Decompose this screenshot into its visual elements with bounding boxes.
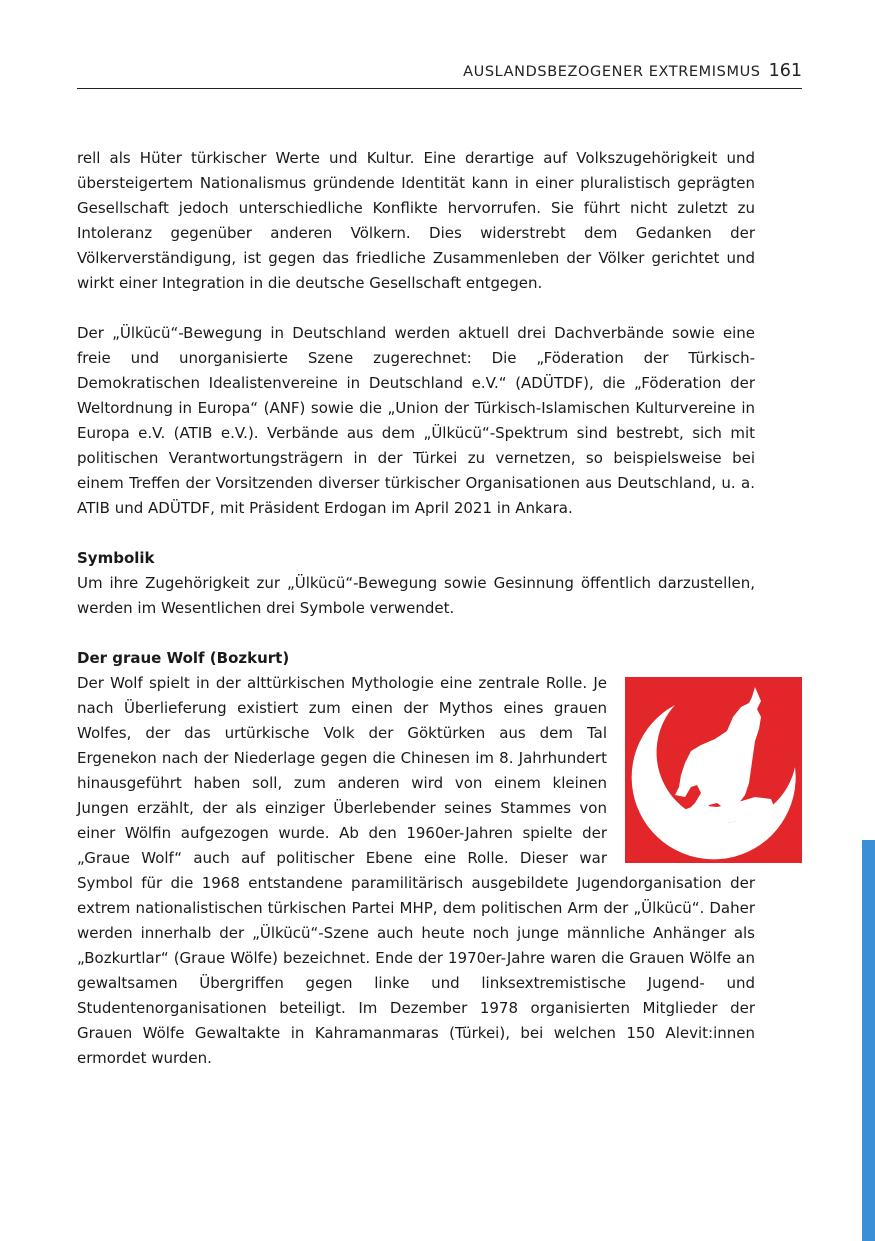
grey-wolf-symbol-image — [625, 677, 802, 863]
chapter-side-tab — [862, 840, 875, 1241]
paragraph-gap — [77, 521, 755, 546]
body-paragraph-1: rell als Hüter türkischer Werte und Kultur. Eine derartige auf Volkszugehörigkeit und übersteigertem Nationalismus gründende Identität kann in einer pluralistisch geprägten Gesellschaft jedoch unterschiedliche Konflikte hervorrufen. Sie führt nicht zuletzt zu Intoleranz gegenüber anderen Völkern. Dies widerstrebt dem Gedanken der Völkerverständigung, ist gegen das friedliche Zusammenleben der Völker gerichtet und wirkt einer Integration in die deutsche Gesellschaft entgegen. — [77, 149, 755, 292]
page-body — [77, 146, 755, 1071]
page-number: 161 — [768, 61, 802, 81]
header-text — [463, 61, 802, 81]
body-paragraph-3: Um ihre Zugehörigkeit zur „Ülkücü“-Bewegung sowie Gesinnung öffentlich darzustellen, werden im Wesentlichen drei Symbole verwendet. — [77, 574, 755, 617]
body-paragraph-4: Der Wolf spielt in der alttürkischen Mythologie eine zentrale Rolle. Je nach Überlieferung existiert zum einen der Mythos eines grauen Wolfes, der das urtürkische Volk der Göktürken aus dem Tal Ergenekon nach der Niederlage gegen die Chinesen im 8. Jahrhundert hinausgeführt haben soll, zum anderen wird von einem kleinen Jungen erzählt, der als einziger Überlebender seines Stammes von einer Wölfin aufgezogen wurde. Ab den 1960er-Jahren spielte der „Graue Wolf“ auch auf politischer Ebene eine Rolle. Dieser war Symbol für die 1968 entstandene paramilitärisch ausgebildete Jugendorganisation der extrem nationalistischen türkischen Partei MHP, dem politischen Arm der „Ülkücü“. Daher werden innerhalb der „Ülkücü“-Szene auch heute noch junge männliche Anhänger als „Bozkurtlar“ (Graue Wölfe) bezeichnet. Ende der 1970er-Jahre waren die Grauen Wölfe an gewaltsamen Übergriffen gegen linke und linksextremistische Jugend- und Studentenorganisationen beteiligt. Im Dezember 1978 organisierten Mitglieder der Grauen Wölfe Gewaltakte in Kahramanmaras (Türkei), bei welchen 150 Alevit:innen ermordet wurden. — [77, 674, 755, 1067]
howling-wolf-crescent-icon — [625, 677, 802, 863]
body-paragraph-2: Der „Ülkücü“-Bewegung in Deutschland werden aktuell drei Dachverbände sowie eine freie und unorganisierte Szene zugerechnet: Die „Föderation der Türkisch-Demokratischen Idealistenvereine in Deutschland e.V.“ (ADÜTDF), die „Föderation der Weltordnung in Europa“ (ANF) sowie die „Union der Türkisch-Islamischen Kulturvereine in Europa e.V. (ATIB e.V.). Verbände aus dem „Ülkücü“-Spektrum sind bestrebt, sich mit politischen Verantwortungsträgern in der Türkei zu vernetzen, so beispielsweise bei einem Treffen der Vorsitzenden diverser türkischer Organisationen aus Deutschland, u. a. ATIB und ADÜTDF, mit Präsident Erdogan im April 2021 in Ankara. — [77, 324, 755, 517]
section-heading-grey-wolf: Der graue Wolf (Bozkurt) — [77, 649, 290, 667]
running-title: AUSLANDSBEZOGENER EXTREMISMUS — [463, 64, 761, 80]
paragraph-gap — [77, 621, 755, 646]
running-header — [77, 58, 802, 89]
section-heading-symbolik: Symbolik — [77, 549, 155, 567]
paragraph-gap — [77, 296, 755, 321]
